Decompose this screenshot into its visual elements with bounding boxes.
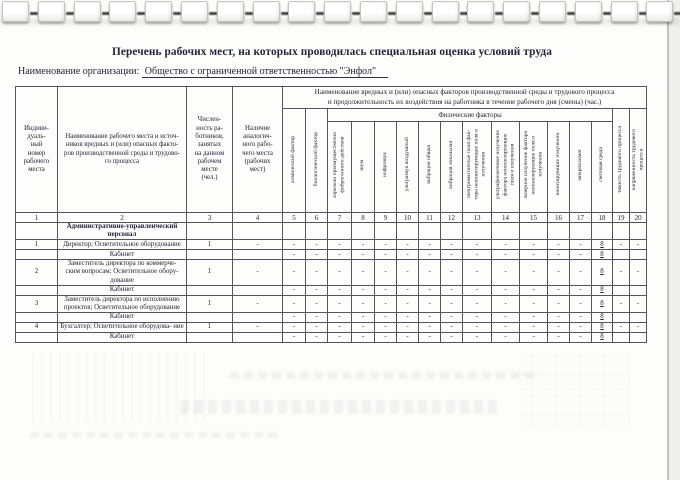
factor-value-cell: - xyxy=(397,260,419,285)
workplace-name-cell: Административно-управленческий персонал xyxy=(58,223,187,240)
factor-value-cell xyxy=(630,312,647,322)
analog-count-cell: - xyxy=(233,322,283,332)
factor-value-cell: - xyxy=(492,240,520,250)
header-physical-factor-label: ультразвук воздушный xyxy=(397,122,419,213)
factor-value-cell: - xyxy=(397,322,419,332)
header-physical-factor-label: ионизирующие излучения xyxy=(548,122,570,213)
factor-value-cell: - xyxy=(520,322,548,332)
factor-value-cell: - xyxy=(328,332,352,342)
row-number-cell xyxy=(16,223,58,240)
binding-tooth xyxy=(253,1,280,22)
factor-value-cell xyxy=(592,295,613,312)
analog-count-cell xyxy=(233,312,283,322)
factor-value-cell: - xyxy=(375,312,397,322)
factor-value-cell: - xyxy=(352,240,375,250)
binding-tooth xyxy=(109,1,136,22)
factor-value-cell: - xyxy=(520,285,548,295)
column-number-cell: 20 xyxy=(630,213,647,223)
factor-value-cell: - xyxy=(630,295,647,312)
header-chemical-factor: химический фактор xyxy=(283,109,306,213)
column-number-cell: 3 xyxy=(187,213,233,223)
workers-count-cell: 1 xyxy=(187,260,233,285)
factor-value-cell xyxy=(592,250,613,260)
column-number-cell: 1 xyxy=(16,213,58,223)
workplace-name-cell: Кабинет xyxy=(58,332,187,342)
document-title: Перечень рабочих мест, на которых проводилась специальная оценка условий труда xyxy=(112,46,552,58)
factor-value-cell xyxy=(630,332,647,342)
header-physical-factor-label: световая среда xyxy=(592,122,613,213)
column-number-cell: 14 xyxy=(492,213,520,223)
column-number-cell: 16 xyxy=(548,213,570,223)
factor-value-cell: - xyxy=(328,312,352,322)
factor-value-cell: - xyxy=(306,285,328,295)
factor-value-cell: - xyxy=(570,295,592,312)
factor-value-cell xyxy=(548,223,570,240)
factor-value-cell: - xyxy=(352,295,375,312)
workers-count-cell xyxy=(187,312,233,322)
table-row xyxy=(16,295,647,312)
factor-value-cell: - xyxy=(441,240,463,250)
column-number-cell: 10 xyxy=(397,213,419,223)
factor-value-cell xyxy=(592,322,613,332)
analog-count-cell: - xyxy=(233,260,283,285)
organization-label: Наименование организации: xyxy=(18,66,140,77)
factor-value-cell: - xyxy=(352,250,375,260)
factor-value-cell xyxy=(613,285,630,295)
column-number-cell: 4 xyxy=(233,213,283,223)
factor-value-cell: - xyxy=(397,312,419,322)
factor-value-cell xyxy=(492,223,520,240)
table-row xyxy=(16,250,647,260)
factor-value-cell: - xyxy=(441,332,463,342)
factor-value-cell: - xyxy=(441,295,463,312)
factor-value-cell xyxy=(419,223,441,240)
factor-value-cell xyxy=(441,223,463,240)
header-labor-severity: тяжесть трудового процесса xyxy=(613,109,630,213)
factor-value-cell: - xyxy=(352,332,375,342)
row-number-cell xyxy=(16,250,58,260)
table-row xyxy=(16,322,647,332)
factor-value-cell: - xyxy=(375,260,397,285)
factor-value-cell: - xyxy=(328,250,352,260)
binding-tooth xyxy=(38,1,65,22)
factor-value-cell: - xyxy=(328,240,352,250)
factor-value-cell: - xyxy=(520,312,548,322)
header-physical-factor-label: шум xyxy=(352,122,375,213)
column-number-cell: 8 xyxy=(352,213,375,223)
binding-tooth xyxy=(360,1,387,22)
factor-value-cell: - xyxy=(419,250,441,260)
header-individual-number: Индиви- дуаль- ный номер рабочего места xyxy=(16,87,58,213)
factor-value-cell: - xyxy=(352,260,375,285)
factor-value-cell xyxy=(613,312,630,322)
factor-value-cell: - xyxy=(520,295,548,312)
factor-value-cell: - xyxy=(570,312,592,322)
factor-value-cell: - xyxy=(492,285,520,295)
factor-value-cell: - xyxy=(570,240,592,250)
column-number-cell: 6 xyxy=(306,213,328,223)
header-physical-factor-label: ультрафиолетовое излучение фактора неионизирующие поля и излучения xyxy=(492,122,520,213)
row-number-cell: 2 xyxy=(16,260,58,285)
workplace-name-cell: Заместитель директора по исполнению проектов; Осветительное оборудование xyxy=(58,295,187,312)
factor-value-cell: - xyxy=(283,322,306,332)
exposure-hours: 8 xyxy=(600,313,604,321)
binding-tooth xyxy=(74,1,101,22)
binding-tooth xyxy=(575,1,602,22)
row-number-cell: 4 xyxy=(16,322,58,332)
column-number-cell: 11 xyxy=(419,213,441,223)
workplace-name-cell: Директор; Осветительное оборудование xyxy=(58,240,187,250)
workplaces-table xyxy=(15,86,647,343)
workplace-name-cell: Заместитель директора по коммерче- ским вопросам; Осветительное обору- дование xyxy=(58,260,187,285)
factor-value-cell: - xyxy=(419,295,441,312)
factor-value-cell: - xyxy=(397,250,419,260)
analog-count-cell: - xyxy=(233,240,283,250)
binding-tooth xyxy=(145,1,172,22)
factor-value-cell: - xyxy=(492,312,520,322)
workplace-name-cell: Кабинет xyxy=(58,250,187,260)
factor-value-cell xyxy=(613,332,630,342)
factor-value-cell: - xyxy=(397,332,419,342)
header-workers-count: Числен- ность ра- ботников, занятых на данном рабочем месте (чел.) xyxy=(187,87,233,213)
row-number-cell: 3 xyxy=(16,295,58,312)
binding-hole-shadow xyxy=(281,12,289,15)
factor-value-cell: - xyxy=(419,260,441,285)
header-workplace-name: Наименование рабочего места и источ- ников вредных и (или) опасных факто- ров производственной среды и трудово- го процесса xyxy=(58,87,187,213)
factor-value-cell: - xyxy=(306,312,328,322)
factor-value-cell: - xyxy=(375,285,397,295)
binding-hole-shadow xyxy=(102,12,110,15)
table-row xyxy=(16,240,647,250)
factor-value-cell: - xyxy=(463,312,492,322)
header-physical-factor-label: инфразвук xyxy=(375,122,397,213)
factor-value-cell: - xyxy=(463,295,492,312)
factor-value-cell: - xyxy=(283,332,306,342)
organization-name: Общество с ограниченной ответственностью "Энфол" xyxy=(142,66,388,78)
factor-value-cell: - xyxy=(548,322,570,332)
factor-value-cell: - xyxy=(613,240,630,250)
factor-value-cell: - xyxy=(492,260,520,285)
factor-value-cell: - xyxy=(283,295,306,312)
factor-value-cell: - xyxy=(548,240,570,250)
factor-value-cell xyxy=(592,240,613,250)
header-physical-factor-label: электромагнитные поля фак- тора неионизирующие поля и излучения xyxy=(463,122,492,213)
binding-hole-shadow xyxy=(674,12,680,15)
page-edge-shadow xyxy=(667,0,680,480)
factor-value-cell xyxy=(630,250,647,260)
factor-value-cell: - xyxy=(375,332,397,342)
header-row-column-numbers xyxy=(16,213,647,223)
exposure-hours: 8 xyxy=(600,268,604,276)
workers-count-cell: 1 xyxy=(187,295,233,312)
header-factors-band: Наименование вредных и (или) опасных факторов производственной среды и трудового процесса и продолжительность их воздействия на работника в течение рабочего дня (смены) (час.) xyxy=(283,87,647,109)
factor-value-cell: - xyxy=(352,312,375,322)
factor-value-cell: - xyxy=(492,322,520,332)
binding-hole-shadow xyxy=(388,12,396,15)
binding-tooth xyxy=(288,1,315,22)
table-row xyxy=(16,312,647,322)
row-number-cell: 1 xyxy=(16,240,58,250)
factor-value-cell xyxy=(375,223,397,240)
binding-tooth xyxy=(539,1,566,22)
header-physical-factor-label: микроклимат xyxy=(570,122,592,213)
factor-value-cell: - xyxy=(520,250,548,260)
binding-tooth xyxy=(467,1,494,22)
binding-tooth xyxy=(646,1,673,22)
binding-tooth xyxy=(432,1,459,22)
binding-tooth xyxy=(2,1,29,22)
factor-value-cell: - xyxy=(419,285,441,295)
comb-binding xyxy=(0,0,680,28)
workers-count-cell: 1 xyxy=(187,240,233,250)
analog-count-cell xyxy=(233,332,283,342)
factor-value-cell: - xyxy=(548,332,570,342)
binding-tooth xyxy=(217,1,244,22)
exposure-hours: 8 xyxy=(600,299,604,307)
factor-value-cell: - xyxy=(441,285,463,295)
column-number-cell: 19 xyxy=(613,213,630,223)
factor-value-cell: - xyxy=(492,295,520,312)
factor-value-cell: - xyxy=(630,322,647,332)
factor-value-cell: - xyxy=(613,322,630,332)
workers-count-cell: 1 xyxy=(187,322,233,332)
binding-hole-shadow xyxy=(245,12,253,15)
organization-line xyxy=(18,66,388,77)
binding-tooth xyxy=(324,1,351,22)
factor-value-cell xyxy=(613,223,630,240)
exposure-hours: 8 xyxy=(600,333,604,341)
factor-value-cell: - xyxy=(463,332,492,342)
exposure-hours: 8 xyxy=(600,240,604,248)
factor-value-cell: - xyxy=(630,260,647,285)
factor-value-cell: - xyxy=(570,260,592,285)
factor-value-cell: - xyxy=(397,240,419,250)
analog-count-cell xyxy=(233,250,283,260)
binding-hole-shadow xyxy=(209,12,217,15)
factor-value-cell: - xyxy=(328,322,352,332)
binding-hole-shadow xyxy=(531,12,539,15)
factor-value-cell: - xyxy=(548,250,570,260)
factor-value-cell: - xyxy=(352,322,375,332)
factor-value-cell xyxy=(592,260,613,285)
factor-value-cell: - xyxy=(570,250,592,260)
header-physical-factors: Физические факторы xyxy=(328,109,613,122)
factor-value-cell: - xyxy=(463,240,492,250)
factor-value-cell: - xyxy=(306,240,328,250)
binding-hole-shadow xyxy=(352,12,360,15)
factor-value-cell xyxy=(613,250,630,260)
factor-value-cell: - xyxy=(328,295,352,312)
binding-tooth xyxy=(503,1,530,22)
analog-count-cell xyxy=(233,223,283,240)
factor-value-cell: - xyxy=(375,240,397,250)
factor-value-cell: - xyxy=(419,332,441,342)
header-physical-factor-label: лазерное излучение фактора неионизирующие поля и излучения xyxy=(520,122,548,213)
binding-hole-shadow xyxy=(30,12,38,15)
binding-hole-shadow xyxy=(137,12,145,15)
factor-value-cell xyxy=(570,223,592,240)
factor-value-cell xyxy=(283,223,306,240)
column-number-cell: 9 xyxy=(375,213,397,223)
factor-value-cell: - xyxy=(548,295,570,312)
factor-value-cell: - xyxy=(283,285,306,295)
workers-count-cell xyxy=(187,332,233,342)
workers-count-cell xyxy=(187,285,233,295)
factor-value-cell: - xyxy=(463,260,492,285)
column-number-cell: 17 xyxy=(570,213,592,223)
header-biological-factor: биологический фактор xyxy=(306,109,328,213)
table-body xyxy=(16,223,647,343)
factor-value-cell: - xyxy=(520,240,548,250)
factor-value-cell xyxy=(463,223,492,240)
header-physical-factor-label: вибрация общая xyxy=(419,122,441,213)
factor-value-cell: - xyxy=(419,312,441,322)
factor-value-cell: - xyxy=(306,250,328,260)
row-number-cell xyxy=(16,332,58,342)
column-number-cell: 7 xyxy=(328,213,352,223)
factor-value-cell: - xyxy=(306,332,328,342)
header-row-top xyxy=(16,87,647,109)
factor-value-cell xyxy=(592,312,613,322)
factor-value-cell: - xyxy=(328,285,352,295)
factor-value-cell xyxy=(328,223,352,240)
factor-value-cell: - xyxy=(419,240,441,250)
workplace-name-cell: Бухгалтер; Осветительное оборудова- ние xyxy=(58,322,187,332)
factor-value-cell: - xyxy=(613,295,630,312)
analog-count-cell xyxy=(233,285,283,295)
factor-value-cell: - xyxy=(463,322,492,332)
binding-hole-shadow xyxy=(316,12,324,15)
factor-value-cell: - xyxy=(306,260,328,285)
table-row xyxy=(16,332,647,342)
binding-tooth xyxy=(611,1,638,22)
binding-hole-shadow xyxy=(66,12,74,15)
binding-hole-shadow xyxy=(567,12,575,15)
factor-value-cell xyxy=(592,223,613,240)
factor-value-cell xyxy=(306,223,328,240)
header-physical-factor-label: аэрозоли преимущественно фиброгенного действия xyxy=(328,122,352,213)
factor-value-cell: - xyxy=(441,322,463,332)
row-number-cell xyxy=(16,312,58,322)
header-analogous-workplace: Наличие аналогич- ного рабо- чего места (рабочих мест) xyxy=(233,87,283,213)
column-number-cell: 15 xyxy=(520,213,548,223)
binding-tooth xyxy=(181,1,208,22)
factor-value-cell: - xyxy=(492,250,520,260)
factor-value-cell: - xyxy=(548,285,570,295)
column-number-cell: 12 xyxy=(441,213,463,223)
table-row xyxy=(16,285,647,295)
factor-value-cell xyxy=(630,285,647,295)
binding-hole-shadow xyxy=(639,12,647,15)
header-labor-intensity: напряженность трудового процесса xyxy=(630,109,647,213)
factor-value-cell: - xyxy=(397,285,419,295)
factor-value-cell: - xyxy=(520,260,548,285)
factor-value-cell: - xyxy=(419,322,441,332)
table-row xyxy=(16,223,647,240)
binding-hole-shadow xyxy=(603,12,611,15)
factor-value-cell: - xyxy=(283,250,306,260)
analog-count-cell: - xyxy=(233,295,283,312)
exposure-hours: 8 xyxy=(600,323,604,331)
binding-hole-shadow xyxy=(460,12,468,15)
binding-hole-shadow xyxy=(173,12,181,15)
exposure-hours: 8 xyxy=(600,286,604,294)
row-number-cell xyxy=(16,285,58,295)
header-physical-factor-label: вибрация локальная xyxy=(441,122,463,213)
factor-value-cell: - xyxy=(328,260,352,285)
factor-value-cell: - xyxy=(548,312,570,322)
exposure-hours: 8 xyxy=(600,250,604,258)
factor-value-cell xyxy=(397,223,419,240)
factor-value-cell xyxy=(630,223,647,240)
table-row xyxy=(16,260,647,285)
factor-value-cell xyxy=(592,285,613,295)
binding-hole-shadow xyxy=(424,12,432,15)
factor-value-cell: - xyxy=(441,250,463,260)
column-number-cell: 13 xyxy=(463,213,492,223)
factor-value-cell: - xyxy=(283,240,306,250)
column-number-cell: 5 xyxy=(283,213,306,223)
column-number-cell: 2 xyxy=(58,213,187,223)
factor-value-cell: - xyxy=(613,260,630,285)
factor-value-cell: - xyxy=(397,295,419,312)
factor-value-cell: - xyxy=(375,250,397,260)
factor-value-cell: - xyxy=(463,285,492,295)
workplace-name-cell: Кабинет xyxy=(58,312,187,322)
binding-tooth xyxy=(396,1,423,22)
factor-value-cell: - xyxy=(441,312,463,322)
factor-value-cell xyxy=(520,223,548,240)
factor-value-cell: - xyxy=(570,332,592,342)
column-number-cell: 18 xyxy=(592,213,613,223)
workplace-name-cell: Кабинет xyxy=(58,285,187,295)
workers-count-cell xyxy=(187,223,233,240)
factor-value-cell: - xyxy=(548,260,570,285)
factor-value-cell: - xyxy=(492,332,520,342)
workers-count-cell xyxy=(187,250,233,260)
factor-value-cell: - xyxy=(375,295,397,312)
factor-value-cell xyxy=(352,223,375,240)
factor-value-cell: - xyxy=(570,322,592,332)
factor-value-cell: - xyxy=(352,285,375,295)
factor-value-cell: - xyxy=(306,295,328,312)
factor-value-cell: - xyxy=(375,322,397,332)
factor-value-cell: - xyxy=(570,285,592,295)
factor-value-cell: - xyxy=(283,260,306,285)
factor-value-cell: - xyxy=(441,260,463,285)
factor-value-cell: - xyxy=(463,250,492,260)
factor-value-cell: - xyxy=(630,240,647,250)
factor-value-cell: - xyxy=(283,312,306,322)
factor-value-cell: - xyxy=(306,322,328,332)
factor-value-cell xyxy=(592,332,613,342)
factor-value-cell: - xyxy=(520,332,548,342)
binding-hole-shadow xyxy=(495,12,503,15)
